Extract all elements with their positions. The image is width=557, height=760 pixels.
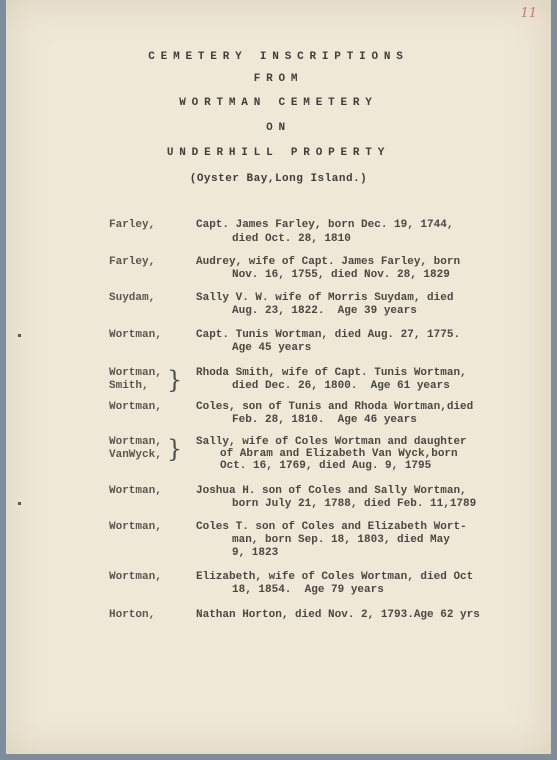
punch-mark <box>18 334 21 337</box>
from-heading: FROM <box>253 73 304 85</box>
entry-surname: Wortman, <box>109 401 162 413</box>
entry-line: Capt. James Farley, born Dec. 19, 1744, <box>196 219 454 231</box>
entry-line: Elizabeth, wife of Coles Wortman, died Oct <box>196 571 474 583</box>
location-subheading: (Oyster Bay,Long Island.) <box>189 173 368 185</box>
entry-line: Joshua H. son of Coles and Sally Wortman, <box>196 485 467 497</box>
entry-line: Capt. Tunis Wortman, died Aug. 27, 1775. <box>196 329 461 341</box>
entry-line: Sally V. W. wife of Morris Suydam, died <box>196 292 454 304</box>
entry-line: died Oct. 28, 1810 <box>232 233 351 245</box>
entry-line: 18, 1854. Age 79 years <box>232 584 384 596</box>
entry-line: Sally, wife of Coles Wortman and daughter <box>196 436 467 448</box>
title-heading: CEMETERY INSCRIPTIONS <box>148 51 409 63</box>
punch-mark <box>18 502 21 505</box>
entry-surname: Farley, <box>109 256 156 268</box>
entry-line: man, born Sep. 18, 1803, died May <box>232 534 450 546</box>
entry-line: Rhoda Smith, wife of Capt. Tunis Wortman, <box>196 367 467 379</box>
entry-line: died Dec. 26, 1800. Age 61 years <box>232 380 450 392</box>
entry-surname: Wortman, <box>109 521 162 533</box>
entry-surname: Wortman, VanWyck, <box>109 436 162 461</box>
entry-line: 9, 1823 <box>232 547 279 559</box>
entry-surname: Farley, <box>109 219 156 231</box>
entry-surname: Wortman, <box>109 485 162 497</box>
document-page <box>6 0 551 754</box>
entry-line: of Abram and Elizabeth Van Wyck,born <box>220 448 458 460</box>
entry-line: Nathan Horton, died Nov. 2, 1793.Age 62 yrs <box>196 609 480 621</box>
entry-surname: Suydam, <box>109 292 156 304</box>
entry-line: Audrey, wife of Capt. James Farley, born <box>196 256 461 268</box>
property-heading: UNDERHILL PROPERTY <box>166 147 391 159</box>
entry-line: born July 21, 1788, died Feb. 11,1789 <box>232 498 477 510</box>
entry-surname: Wortman, <box>109 571 162 583</box>
brace-glyph: } <box>167 366 183 394</box>
entry-line: Age 45 years <box>232 342 312 354</box>
entry-surname: Wortman, <box>109 329 162 341</box>
entry-line: Feb. 28, 1810. Age 46 years <box>232 414 417 426</box>
entry-line: Coles T. son of Coles and Elizabeth Wort- <box>196 521 467 533</box>
entry-line: Aug. 23, 1822. Age 39 years <box>232 305 417 317</box>
cemetery-heading: WORTMAN CEMETERY <box>179 97 378 109</box>
entry-line: Nov. 16, 1755, died Nov. 28, 1829 <box>232 269 450 281</box>
on-heading: ON <box>266 122 291 134</box>
entry-surname: Horton, <box>109 609 156 621</box>
entry-line: Oct. 16, 1769, died Aug. 9, 1795 <box>220 460 432 472</box>
entry-line: Coles, son of Tunis and Rhoda Wortman,died <box>196 401 474 413</box>
page-number: 11 <box>520 6 537 21</box>
entry-surname: Wortman, Smith, <box>109 367 162 392</box>
brace-glyph: } <box>167 435 183 463</box>
